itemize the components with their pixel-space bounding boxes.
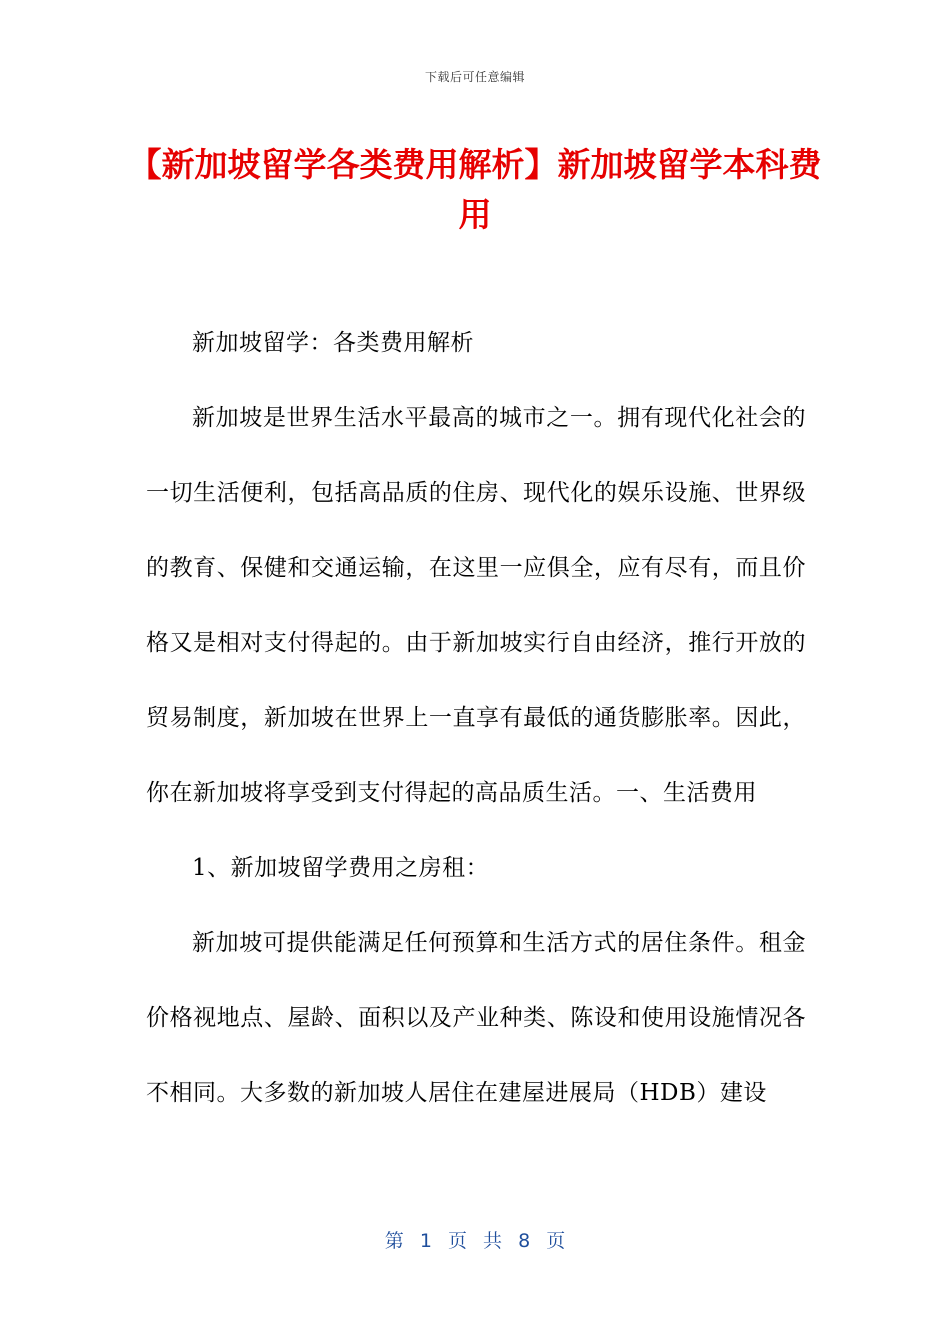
total-pages-number: 8 bbox=[518, 1230, 531, 1252]
paragraph-intro: 新加坡是世界生活水平最高的城市之一。拥有现代化社会的一切生活便利，包括高品质的住房、现代化的娱乐设施、世界级的教育、保健和交通运输，在这里一应俱全，应有尽有，而且价格又是相对支付得起的。由于新加坡实行自由经济，推行开放的贸易制度，新加坡在世界上一直享有最低的通货膨胀率。因此，你在新加坡将享受到支付得起的高品质生活。一、生活费用 bbox=[146, 405, 806, 806]
page-label-prefix: 第 bbox=[384, 1230, 404, 1252]
paragraph-subtitle: 新加坡留学：各类费用解析 bbox=[192, 330, 474, 356]
current-page-number: 1 bbox=[419, 1230, 432, 1252]
paragraph-section-rent: 1、新加坡留学费用之房租： bbox=[192, 855, 490, 881]
paragraph-rent-details: 新加坡可提供能满足任何预算和生活方式的居住条件。租金价格视地点、屋龄、面积以及产业种类、陈设和使用设施情况各不相同。大多数的新加坡人居住在建屋进展局（HDB）建设 bbox=[146, 930, 806, 1106]
page-footer bbox=[0, 1226, 950, 1253]
page-label-mid: 页 共 bbox=[447, 1230, 503, 1252]
header-note: 下载后可任意编辑 bbox=[424, 70, 525, 84]
document-body bbox=[146, 306, 806, 1131]
document-title: 【新加坡留学各类费用解析】新加坡留学本科费用 bbox=[128, 145, 822, 234]
page-label-suffix: 页 bbox=[546, 1230, 566, 1252]
